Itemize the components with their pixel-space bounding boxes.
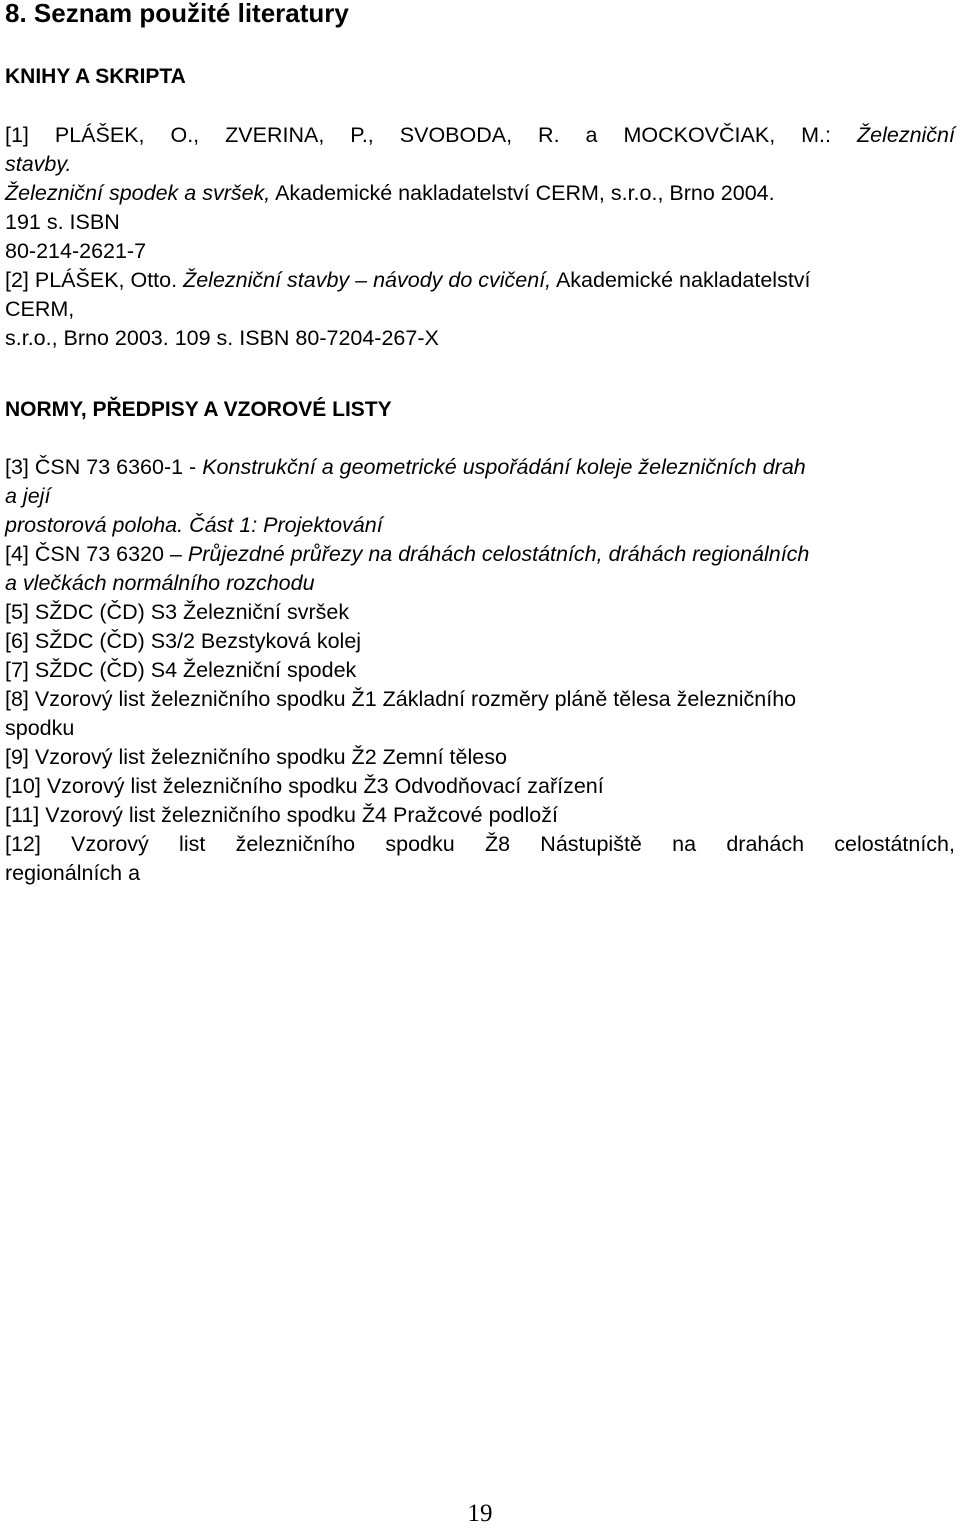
ref-12-line-1: [12] Vzorový list železničního spodku Ž8 Nástupiště na drahách celostátních, bbox=[5, 832, 955, 856]
ref-2-publisher: Akademické nakladatelství bbox=[555, 268, 811, 292]
ref-11: [11] Vzorový list železničního spodku Ž4 Pražcové podloží bbox=[5, 803, 558, 827]
ref-6: [6] SŽDC (ČD) S3/2 Bezstyková kolej bbox=[5, 629, 362, 653]
ref-9: [9] Vzorový list železničního spodku Ž2 Zemní těleso bbox=[5, 745, 507, 769]
ref-12-line-2: regionálních a bbox=[5, 861, 141, 885]
ref-3-part: Část 1: Projektování bbox=[189, 513, 383, 537]
ref-4-line-2 bbox=[5, 569, 315, 598]
ref-3-line-3 bbox=[5, 511, 383, 540]
section-heading-norms: NORMY, PŘEDPISY A VZOROVÉ LISTY bbox=[5, 398, 392, 421]
ref-8-line-2: spodku bbox=[5, 716, 75, 740]
ref-3-code: [3] ČSN 73 6360-1 - bbox=[5, 455, 197, 479]
ref-7: [7] SŽDC (ČD) S4 Železniční spodek bbox=[5, 658, 357, 682]
ref-4-code: [4] ČSN 73 6320 – bbox=[5, 542, 182, 566]
ref-1-publisher: Akademické nakladatelství CERM, s.r.o., Brno 2004. bbox=[275, 181, 775, 205]
ref-4-line-1 bbox=[5, 540, 809, 569]
ref-3-title-cont: a její bbox=[5, 484, 51, 508]
ref-1-authors: [1] PLÁŠEK, O., ZVERINA, P., SVOBODA, R. a MOCKOVČIAK, M.: bbox=[5, 123, 832, 147]
ref-1-line-3 bbox=[5, 179, 775, 208]
ref-1-title-end: stavby. bbox=[5, 152, 72, 176]
ref-3-line-1 bbox=[5, 453, 806, 482]
ref-1-line-1 bbox=[5, 121, 955, 150]
ref-1-isbn: 80-214-2621-7 bbox=[5, 239, 147, 263]
ref-1-pages: 191 s. ISBN bbox=[5, 210, 120, 234]
ref-4-title: Průjezdné průřezy na dráhách celostátních, dráhách regionálních bbox=[187, 542, 810, 566]
ref-1-subtitle: Železniční spodek a svršek, bbox=[5, 181, 271, 205]
ref-3-line-2 bbox=[5, 482, 50, 511]
ref-2-line-3: s.r.o., Brno 2003. 109 s. ISBN 80-7204-267-X bbox=[5, 326, 439, 350]
ref-2-line-1 bbox=[5, 266, 811, 295]
page-number: 19 bbox=[467, 1500, 493, 1527]
ref-8-line-1: [8] Vzorový list železničního spodku Ž1 Základní rozměry pláně tělesa železničního bbox=[5, 687, 797, 711]
ref-4-title-end: a vlečkách normálního rozchodu bbox=[5, 571, 315, 595]
ref-5: [5] SŽDC (ČD) S3 Železniční svršek bbox=[5, 600, 350, 624]
ref-1-line-2 bbox=[5, 150, 72, 179]
ref-3-title: Konstrukční a geometrické uspořádání koleje železničních drah bbox=[202, 455, 806, 479]
ref-2-author: [2] PLÁŠEK, Otto. bbox=[5, 268, 178, 292]
ref-10: [10] Vzorový list železničního spodku Ž3 Odvodňovací zařízení bbox=[5, 774, 604, 798]
ref-2-title: Železniční stavby – návody do cvičení, bbox=[183, 268, 552, 292]
ref-1-title-start: Železniční bbox=[857, 123, 955, 147]
ref-3-title-end: prostorová poloha. bbox=[5, 513, 184, 537]
section-heading-books: KNIHY A SKRIPTA bbox=[5, 65, 186, 88]
ref-2-line-2: CERM, bbox=[5, 297, 75, 321]
page-title: 8. Seznam použité literatury bbox=[5, 0, 349, 28]
